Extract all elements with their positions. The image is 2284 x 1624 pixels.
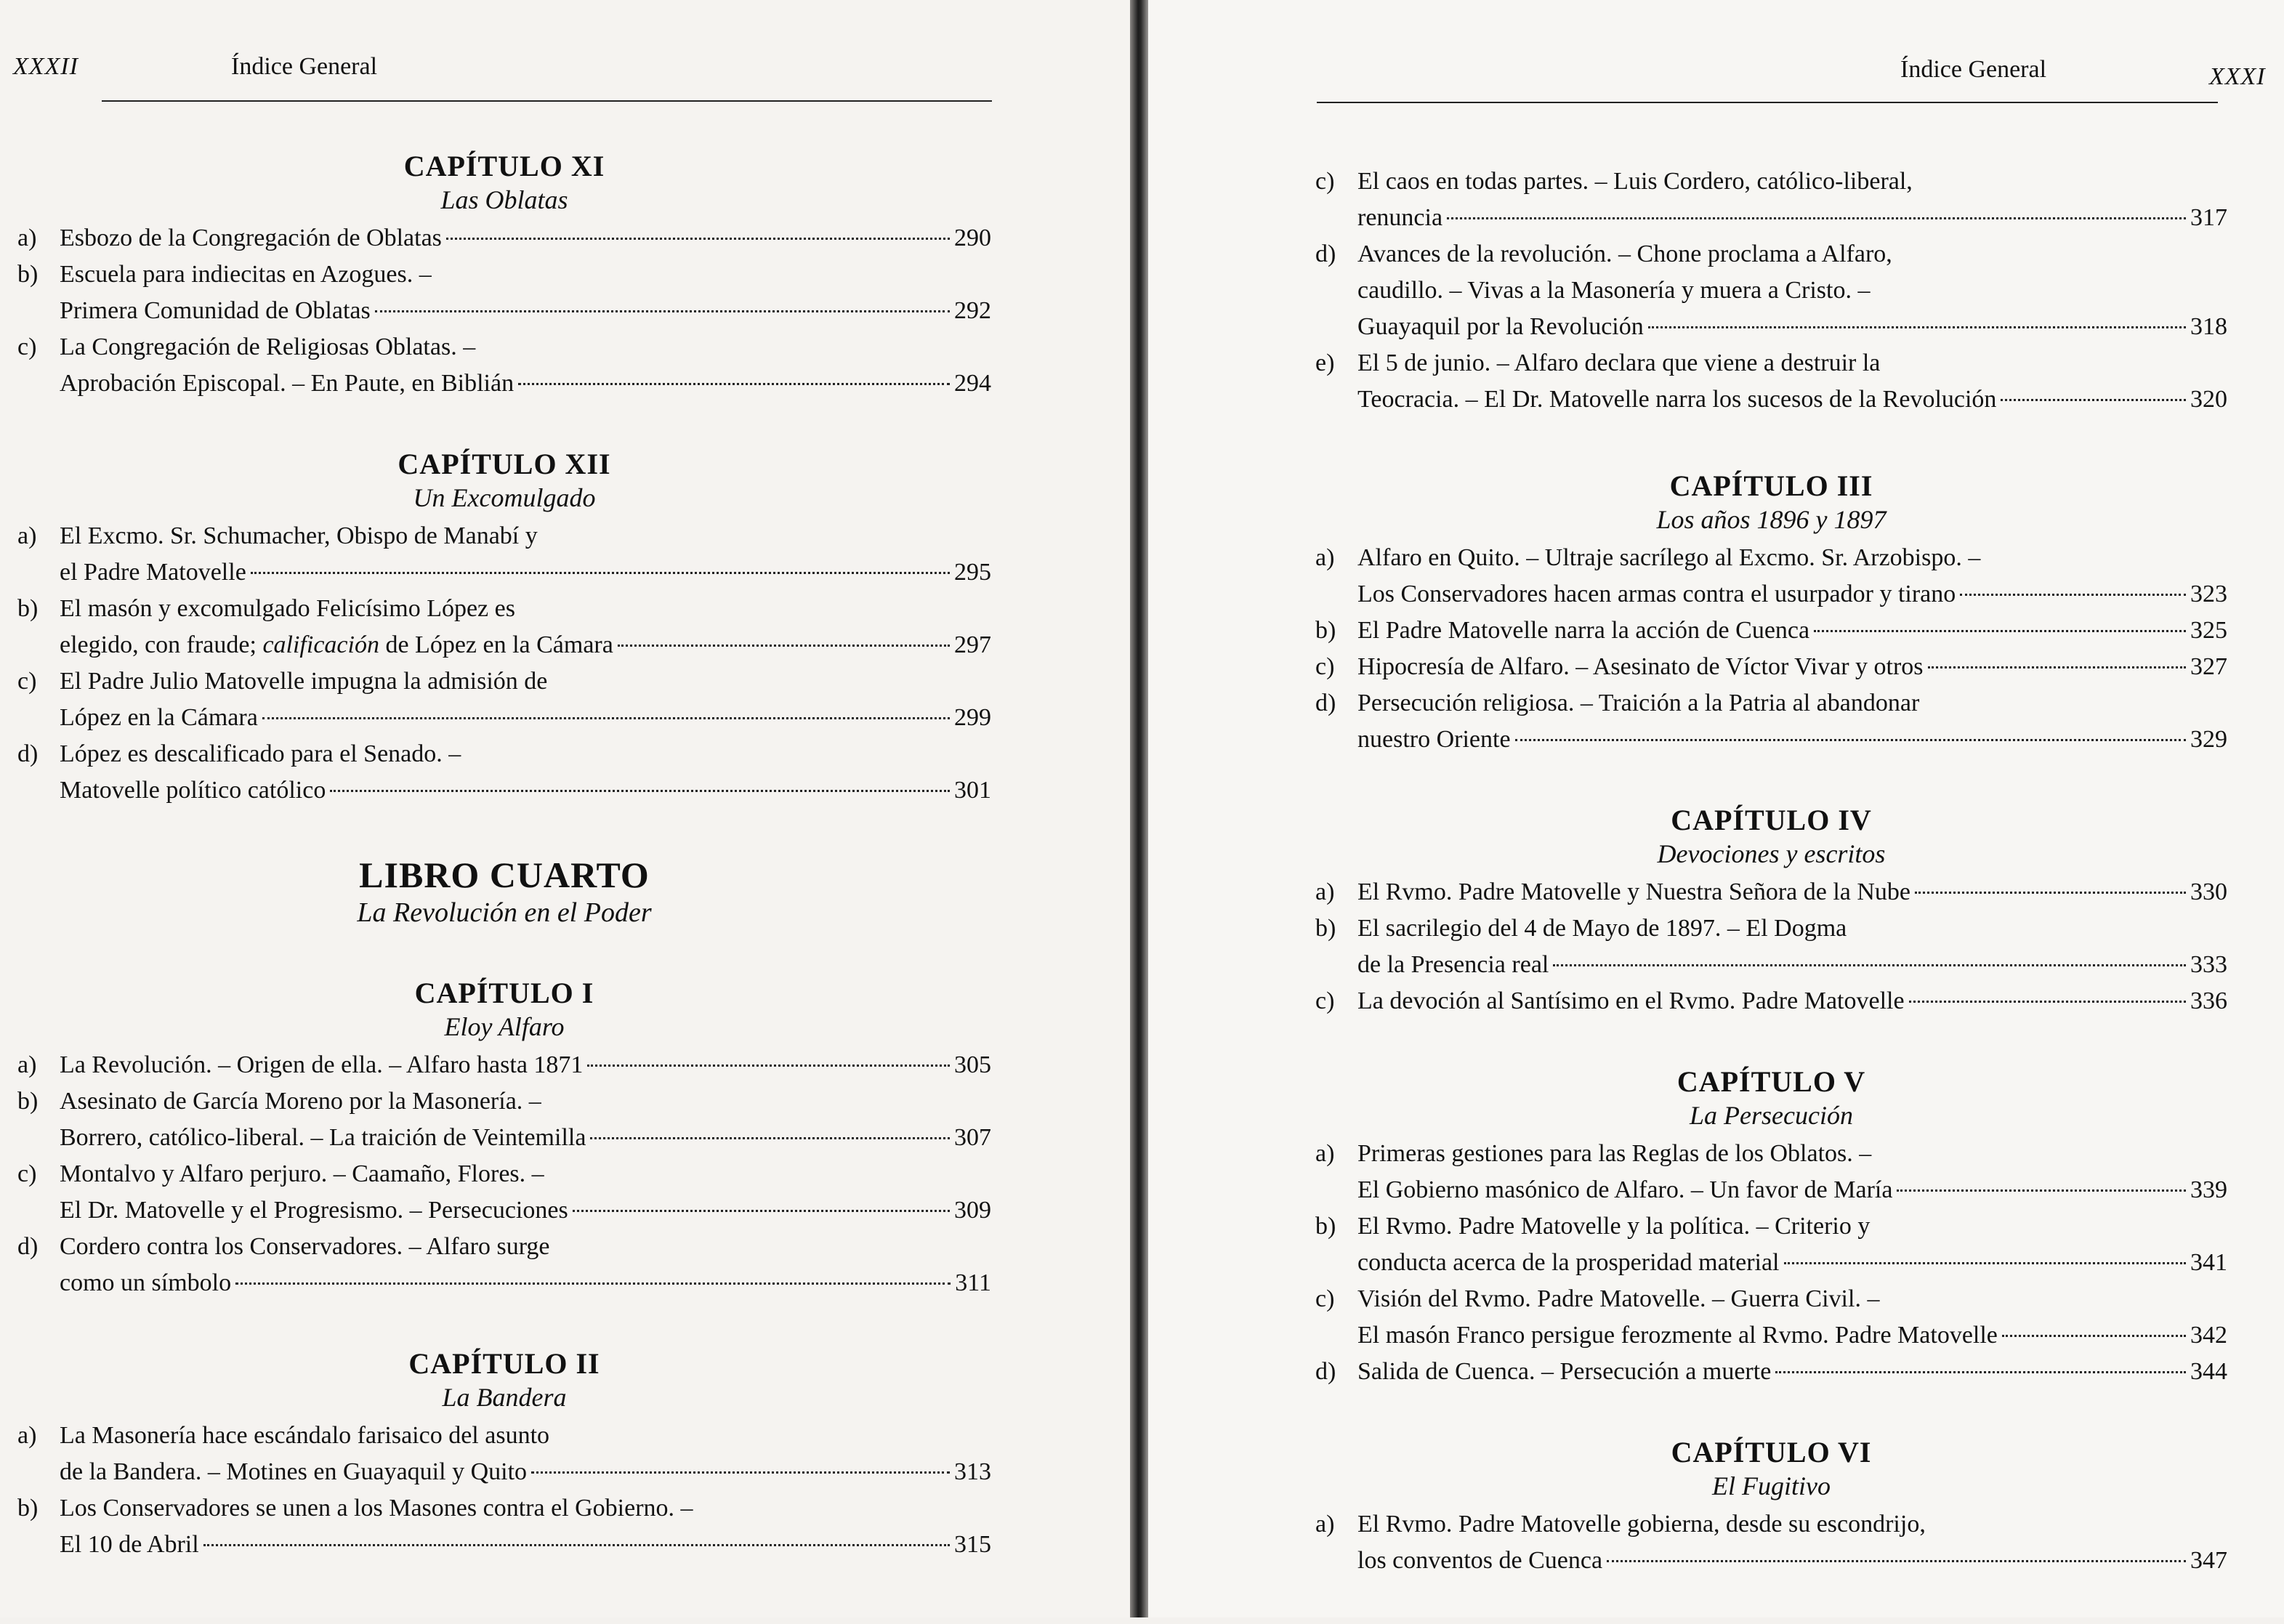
entry-letter: a) — [1315, 878, 1335, 905]
entry-page-number: 318 — [2190, 313, 2227, 340]
entry-body — [60, 518, 991, 591]
toc-entry — [1315, 1208, 2227, 1281]
book-heading — [17, 854, 991, 929]
toc-entry — [1315, 874, 2227, 910]
chapter-section — [17, 976, 991, 1301]
entry-text: La Revolución. – Origen de ella. – Alfaro hasta 1871 — [60, 1051, 584, 1078]
chapter-subtitle: Devociones y escritos — [1657, 839, 1886, 868]
left-page-number: XXXII — [13, 53, 78, 80]
entry-letter: b) — [17, 1495, 39, 1522]
entry-text: Esbozo de la Congregación de Oblatas — [60, 225, 442, 251]
entry-page-number: 315 — [954, 1531, 991, 1558]
entry-text: Guayaquil por la Revolución — [1357, 313, 1644, 340]
entry-body — [60, 256, 991, 329]
entry-line — [60, 1047, 991, 1083]
entry-line — [1357, 1354, 2227, 1390]
entry-text: El Rvmo. Padre Matovelle y la política. – Criterio y — [1357, 1213, 1871, 1240]
entry-line — [1357, 1172, 2227, 1208]
entry-page-number: 292 — [954, 297, 991, 324]
entry-line — [1357, 309, 2227, 345]
left-chapter-group-1 — [17, 149, 991, 809]
entry-page-number: 342 — [2190, 1322, 2227, 1349]
toc-entry — [17, 1156, 991, 1229]
entry-line — [1357, 649, 2227, 685]
toc-entry — [17, 1229, 991, 1301]
toc-entry — [1315, 1354, 2227, 1390]
chapter-subtitle: La Persecución — [1690, 1101, 1853, 1130]
entry-page-number: 339 — [2190, 1176, 2227, 1203]
italic-term: calificación — [262, 631, 379, 658]
entry-letter: b) — [17, 261, 39, 288]
dot-leader — [446, 238, 950, 240]
entry-page-number: 323 — [2190, 581, 2227, 607]
chapter-section — [1315, 469, 2227, 758]
entry-body — [1357, 163, 2227, 236]
entry-text: El sacrilegio del 4 de Mayo de 1897. – El Dogma — [1357, 915, 1847, 942]
dot-leader — [2002, 1335, 2186, 1337]
entry-letter: c) — [1315, 987, 1335, 1014]
toc-entry — [17, 518, 991, 591]
entry-page-number: 307 — [954, 1124, 991, 1151]
entry-body — [1357, 685, 2227, 758]
entry-text: de la Bandera. – Motines en Guayaquil y Quito — [60, 1458, 528, 1485]
toc-entry — [17, 591, 991, 663]
toc-entry — [17, 1490, 991, 1563]
dot-leader — [587, 1065, 950, 1067]
entry-letter: c) — [17, 334, 37, 360]
entry-letter: a) — [17, 1051, 37, 1078]
entry-line — [60, 220, 991, 256]
entry-letter: a) — [17, 1422, 37, 1449]
entry-page-number: 301 — [954, 777, 991, 804]
entry-line — [60, 293, 991, 329]
entry-body — [1357, 613, 2227, 649]
chapter-subtitle: El Fugitivo — [1712, 1471, 1831, 1500]
chapter-section — [17, 447, 991, 809]
entry-text: Los Conservadores hacen armas contra el usurpador y tirano — [1357, 581, 1956, 607]
entry-line — [60, 772, 991, 809]
entry-text: Primera Comunidad de Oblatas — [60, 297, 371, 324]
entry-line — [1357, 1245, 2227, 1281]
entry-line — [1357, 1543, 2227, 1579]
entry-text: los conventos de Cuenca — [1357, 1547, 1603, 1574]
dot-leader — [1775, 1371, 2186, 1373]
left-chapter-group-2 — [17, 976, 991, 1563]
entry-text: La Congregación de Religiosas Oblatas. – — [60, 334, 476, 360]
entry-line — [60, 1527, 991, 1563]
dot-leader — [2001, 399, 2186, 401]
dot-leader — [375, 310, 950, 312]
entry-text: Aprobación Episcopal. – En Paute, en Biblián — [60, 370, 514, 397]
entry-page-number: 294 — [954, 370, 991, 397]
chapter-title: CAPÍTULO III — [1669, 469, 1873, 502]
entry-body — [60, 1156, 991, 1229]
entry-page-number: 297 — [954, 631, 991, 658]
entry-line — [60, 1265, 991, 1301]
entry-letter: d) — [17, 740, 39, 767]
entry-letter: e) — [1315, 350, 1335, 376]
entry-letter: d) — [1315, 1358, 1336, 1385]
entry-page-number: 327 — [2190, 653, 2227, 680]
entry-letter: c) — [17, 1160, 37, 1187]
entry-text: caudillo. – Vivas a la Masonería y muera a Cristo. – — [1357, 277, 1871, 304]
entry-page-number: 344 — [2190, 1358, 2227, 1385]
entry-letter: c) — [1315, 1285, 1335, 1312]
chapter-section — [17, 1346, 991, 1563]
entry-letter: c) — [1315, 168, 1335, 195]
toc-entry — [17, 1083, 991, 1156]
toc-entry — [1315, 1136, 2227, 1208]
entry-text: Hipocresía de Alfaro. – Asesinato de Víctor Vivar y otros — [1357, 653, 1924, 680]
toc-entry — [1315, 1281, 2227, 1354]
entry-body — [1357, 983, 2227, 1019]
dot-leader — [251, 572, 950, 574]
toc-entry — [1315, 613, 2227, 649]
entry-line — [1357, 1317, 2227, 1354]
entry-letter: a) — [17, 522, 37, 549]
chapter-subtitle: Un Excomulgado — [413, 483, 596, 512]
entry-body — [1357, 1281, 2227, 1354]
dot-leader — [1784, 1262, 2186, 1264]
entry-text: Salida de Cuenca. – Persecución a muerte — [1357, 1358, 1772, 1385]
entry-text: El masón Franco persigue ferozmente al Rvmo. Padre Matovelle — [1357, 1322, 1998, 1349]
dot-leader — [1928, 666, 2186, 668]
entry-body — [60, 1229, 991, 1301]
right-page-number: XXXI — [2209, 63, 2266, 90]
dot-leader — [330, 790, 950, 792]
book-gutter — [1130, 0, 1148, 1617]
entry-text: Los Conservadores se unen a los Masones contra el Gobierno. – — [60, 1495, 693, 1522]
entry-line — [60, 627, 991, 663]
entry-text: El 5 de junio. – Alfaro declara que viene a destruir la — [1357, 350, 1881, 376]
toc-entry — [17, 220, 991, 256]
entry-body — [60, 663, 991, 736]
entry-letter: d) — [1315, 241, 1336, 267]
entry-line — [60, 1120, 991, 1156]
dot-leader — [1607, 1560, 2186, 1562]
chapter-subtitle: Eloy Alfaro — [444, 1012, 565, 1041]
dot-leader — [262, 717, 950, 719]
entry-page-number: 317 — [2190, 204, 2227, 231]
entry-page-number: 311 — [955, 1269, 991, 1296]
entry-page-number: 336 — [2190, 987, 2227, 1014]
entry-text: El Rvmo. Padre Matovelle gobierna, desde su escondrijo, — [1357, 1511, 1926, 1538]
chapter-title: CAPÍTULO XII — [398, 448, 611, 480]
right-chapter-group — [1315, 469, 2227, 1579]
entry-page-number: 325 — [2190, 617, 2227, 644]
entry-text: como un símbolo — [60, 1269, 232, 1296]
entry-letter: b) — [17, 1088, 39, 1115]
entry-body — [1357, 874, 2227, 910]
chapter-subtitle: La Bandera — [442, 1383, 567, 1412]
left-page — [0, 0, 1130, 1617]
entry-text: renuncia — [1357, 204, 1443, 231]
entry-page-number: 305 — [954, 1051, 991, 1078]
entry-letter: a) — [1315, 1140, 1335, 1167]
entry-line — [60, 365, 991, 402]
entry-text: El Padre Matovelle narra la acción de Cuenca — [1357, 617, 1810, 644]
entry-body — [1357, 649, 2227, 685]
entry-text: El Excmo. Sr. Schumacher, Obispo de Manabí y — [60, 522, 538, 549]
entry-line — [1357, 576, 2227, 613]
entry-text: Alfaro en Quito. – Ultraje sacrílego al Excmo. Sr. Arzobispo. – — [1357, 544, 1981, 571]
entry-line — [1357, 613, 2227, 649]
entry-page-number: 333 — [2190, 951, 2227, 978]
right-toc-column — [1315, 163, 2227, 1624]
toc-entry — [17, 329, 991, 402]
left-toc-column — [17, 149, 991, 1608]
entry-letter: c) — [1315, 653, 1335, 680]
entry-page-number: 329 — [2190, 726, 2227, 753]
toc-entry — [1315, 910, 2227, 983]
dot-leader — [203, 1544, 950, 1546]
entry-text: El masón y excomulgado Felicísimo López es — [60, 595, 515, 622]
toc-entry — [17, 1047, 991, 1083]
entry-text: López en la Cámara — [60, 704, 258, 731]
toc-entry — [1315, 236, 2227, 345]
entry-page-number: 320 — [2190, 386, 2227, 413]
entry-body — [1357, 345, 2227, 418]
chapter-title: CAPÍTULO II — [408, 1347, 600, 1380]
entry-letter: a) — [17, 225, 37, 251]
dot-leader — [1515, 739, 2186, 741]
entry-text: Cordero contra los Conservadores. – Alfaro surge — [60, 1233, 550, 1260]
entry-letter: d) — [1315, 690, 1336, 716]
dot-leader — [235, 1282, 951, 1285]
right-header-rule — [1317, 102, 2218, 103]
entry-text: El Dr. Matovelle y el Progresismo. – Persecuciones — [60, 1197, 568, 1224]
entry-line — [1357, 200, 2227, 236]
toc-entry — [17, 736, 991, 809]
entry-text: conducta acerca de la prosperidad material — [1357, 1249, 1780, 1276]
dot-leader — [518, 383, 950, 385]
entry-text: Borrero, católico-liberal. – La traición de Veintemilla — [60, 1124, 586, 1151]
chapter-title: CAPÍTULO IV — [1671, 804, 1872, 836]
dot-leader — [1960, 594, 2186, 596]
dot-leader — [1814, 630, 2186, 632]
toc-entry — [1315, 685, 2227, 758]
entry-text: Teocracia. – El Dr. Matovelle narra los sucesos de la Revolución — [1357, 386, 1997, 413]
dot-leader — [590, 1137, 950, 1139]
entry-body — [60, 1083, 991, 1156]
entry-body — [60, 220, 991, 256]
entry-body — [1357, 1136, 2227, 1208]
toc-entry — [1315, 1506, 2227, 1579]
entry-body — [60, 1490, 991, 1563]
entry-page-number: 309 — [954, 1197, 991, 1224]
entry-page-number: 347 — [2190, 1547, 2227, 1574]
toc-entry — [17, 256, 991, 329]
chapter-section — [1315, 1065, 2227, 1390]
entry-text: El Padre Julio Matovelle impugna la admisión de — [60, 668, 548, 695]
chapter-subtitle: Las Oblatas — [440, 185, 568, 214]
entry-line — [1357, 874, 2227, 910]
entry-text: Escuela para indiecitas en Azogues. – — [60, 261, 432, 288]
entry-text: Persecución religiosa. – Traición a la Patria al abandonar — [1357, 690, 1920, 716]
toc-entry — [1315, 649, 2227, 685]
entry-letter: b) — [17, 595, 39, 622]
entry-letter: b) — [1315, 915, 1336, 942]
entry-text: La Masonería hace escándalo farisaico del asunto — [60, 1422, 550, 1449]
entry-text: Asesinato de García Moreno por la Masonería. – — [60, 1088, 541, 1115]
dot-leader — [573, 1210, 950, 1212]
chapter-section — [17, 149, 991, 402]
entry-letter: c) — [17, 668, 37, 695]
dot-leader — [1915, 892, 2186, 894]
book-title: LIBRO CUARTO — [359, 855, 650, 895]
toc-entry — [1315, 983, 2227, 1019]
entry-body — [1357, 540, 2227, 613]
entry-text: El Rvmo. Padre Matovelle y Nuestra Señora de la Nube — [1357, 878, 1911, 905]
entry-text: nuestro Oriente — [1357, 726, 1511, 753]
entry-body — [60, 591, 991, 663]
chapter-section — [1315, 1435, 2227, 1579]
entry-line — [60, 1454, 991, 1490]
entry-text: Montalvo y Alfaro perjuro. – Caamaño, Flores. – — [60, 1160, 544, 1187]
entry-body — [60, 736, 991, 809]
entry-page-number: 330 — [2190, 878, 2227, 905]
dot-leader — [1909, 1001, 2186, 1003]
chapter-title: CAPÍTULO VI — [1671, 1436, 1872, 1469]
chapter-title: CAPÍTULO I — [414, 977, 594, 1009]
chapter-title: CAPÍTULO XI — [403, 150, 605, 182]
entry-letter: a) — [1315, 544, 1335, 571]
entry-text: elegido, con fraude; calificación de López en la Cámara — [60, 631, 613, 658]
entry-body — [60, 329, 991, 402]
chapter-subtitle: Los años 1896 y 1897 — [1656, 505, 1886, 534]
toc-entry — [1315, 540, 2227, 613]
dot-leader — [531, 1471, 950, 1474]
entry-page-number: 299 — [954, 704, 991, 731]
entry-line — [60, 700, 991, 736]
entry-body — [60, 1047, 991, 1083]
entry-text: Avances de la revolución. – Chone proclama a Alfaro, — [1357, 241, 1892, 267]
entry-text: La devoción al Santísimo en el Rvmo. Padre Matovelle — [1357, 987, 1905, 1014]
entry-body — [1357, 910, 2227, 983]
left-header-rule — [102, 100, 992, 102]
dot-leader — [618, 645, 950, 647]
entry-body — [1357, 236, 2227, 345]
entry-letter: b) — [1315, 1213, 1336, 1240]
chapter-title: CAPÍTULO V — [1676, 1065, 1866, 1098]
entry-line — [60, 554, 991, 591]
entry-text: el Padre Matovelle — [60, 559, 246, 586]
entry-text: El caos en todas partes. – Luis Cordero, católico-liberal, — [1357, 168, 1913, 195]
entry-body — [1357, 1506, 2227, 1579]
toc-entry — [1315, 163, 2227, 236]
entry-line — [1357, 381, 2227, 418]
toc-entry — [1315, 345, 2227, 418]
entry-page-number: 341 — [2190, 1249, 2227, 1276]
entry-body — [60, 1418, 991, 1490]
entry-line — [60, 1192, 991, 1229]
entry-page-number: 290 — [954, 225, 991, 251]
entry-body — [1357, 1208, 2227, 1281]
left-running-title: Índice General — [231, 53, 378, 80]
entry-page-number: 295 — [954, 559, 991, 586]
entry-text: López es descalificado para el Senado. – — [60, 740, 461, 767]
entry-letter: a) — [1315, 1511, 1335, 1538]
continued-entries — [1315, 163, 2227, 418]
entry-text: Primeras gestiones para las Reglas de los Oblatos. – — [1357, 1140, 1872, 1167]
dot-leader — [1648, 326, 2186, 328]
entry-letter: b) — [1315, 617, 1336, 644]
toc-entry — [17, 1418, 991, 1490]
chapter-section — [1315, 803, 2227, 1019]
dot-leader — [1447, 217, 2186, 219]
right-running-title: Índice General — [1900, 56, 2047, 83]
entry-text: Visión del Rvmo. Padre Matovelle. – Guerra Civil. – — [1357, 1285, 1880, 1312]
entry-line — [1357, 722, 2227, 758]
entry-text: Matovelle político católico — [60, 777, 326, 804]
toc-entry — [17, 663, 991, 736]
entry-body — [1357, 1354, 2227, 1390]
dot-leader — [1553, 964, 2186, 966]
book-subtitle: La Revolución en el Poder — [357, 897, 652, 928]
dot-leader — [1897, 1189, 2186, 1192]
entry-page-number: 313 — [954, 1458, 991, 1485]
entry-text: El 10 de Abril — [60, 1531, 199, 1558]
entry-letter: d) — [17, 1233, 39, 1260]
entry-text: El Gobierno masónico de Alfaro. – Un favor de María — [1357, 1176, 1893, 1203]
entry-text: de la Presencia real — [1357, 951, 1549, 978]
entry-line — [1357, 947, 2227, 983]
entry-line — [1357, 983, 2227, 1019]
